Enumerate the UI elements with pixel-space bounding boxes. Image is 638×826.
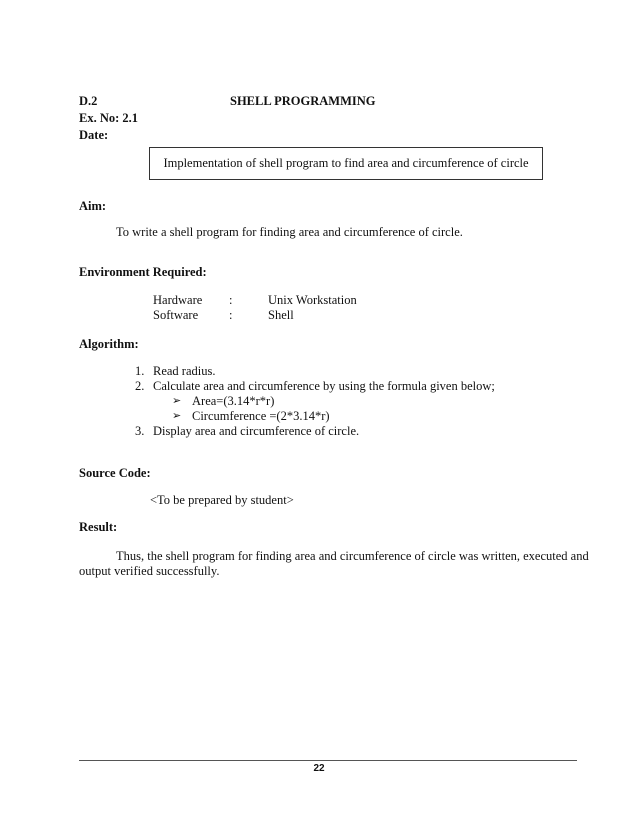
env-sep-software: :: [229, 308, 233, 322]
formula-area: Area=(3.14*r*r): [192, 394, 275, 408]
arrow-bullet-icon: ➢: [172, 395, 182, 407]
result-text-line1: Thus, the shell program for finding area and circumference of circle was written, executed and: [116, 549, 589, 563]
page-number: 22: [313, 763, 325, 774]
date-label: Date:: [79, 128, 109, 142]
source-code-heading: Source Code:: [79, 466, 151, 480]
aim-text: To write a shell program for finding area and circumference of circle.: [116, 225, 463, 239]
step-text: Read radius.: [153, 364, 216, 378]
source-code-placeholder: <To be prepared by student>: [150, 493, 294, 507]
boxed-title: Implementation of shell program to find area and circumference of circle: [163, 156, 529, 170]
env-label-hardware: Hardware: [153, 293, 203, 307]
arrow-bullet-icon: ➢: [172, 410, 182, 422]
formula-circumference: Circumference =(2*3.14*r): [192, 409, 330, 423]
step-number: 1.: [135, 364, 145, 378]
aim-heading: Aim:: [79, 199, 107, 213]
page-title: SHELL PROGRAMMING: [230, 94, 376, 108]
env-sep-hardware: :: [229, 293, 233, 307]
result-heading: Result:: [79, 520, 118, 534]
step-number: 2.: [135, 379, 145, 393]
env-label-software: Software: [153, 308, 199, 322]
section-number: D.2: [79, 94, 98, 108]
algorithm-heading: Algorithm:: [79, 337, 139, 351]
exercise-number: Ex. No: 2.1: [79, 111, 139, 125]
footer-divider: [79, 760, 577, 761]
step-number: 3.: [135, 424, 145, 438]
env-value-software: Shell: [268, 308, 294, 322]
result-text-line2: output verified successfully.: [79, 564, 220, 578]
environment-heading: Environment Required:: [79, 265, 207, 279]
title-box: [149, 147, 543, 180]
step-text: Calculate area and circumference by using the formula given below;: [153, 379, 495, 393]
env-value-hardware: Unix Workstation: [268, 293, 357, 307]
step-text: Display area and circumference of circle.: [153, 424, 360, 438]
